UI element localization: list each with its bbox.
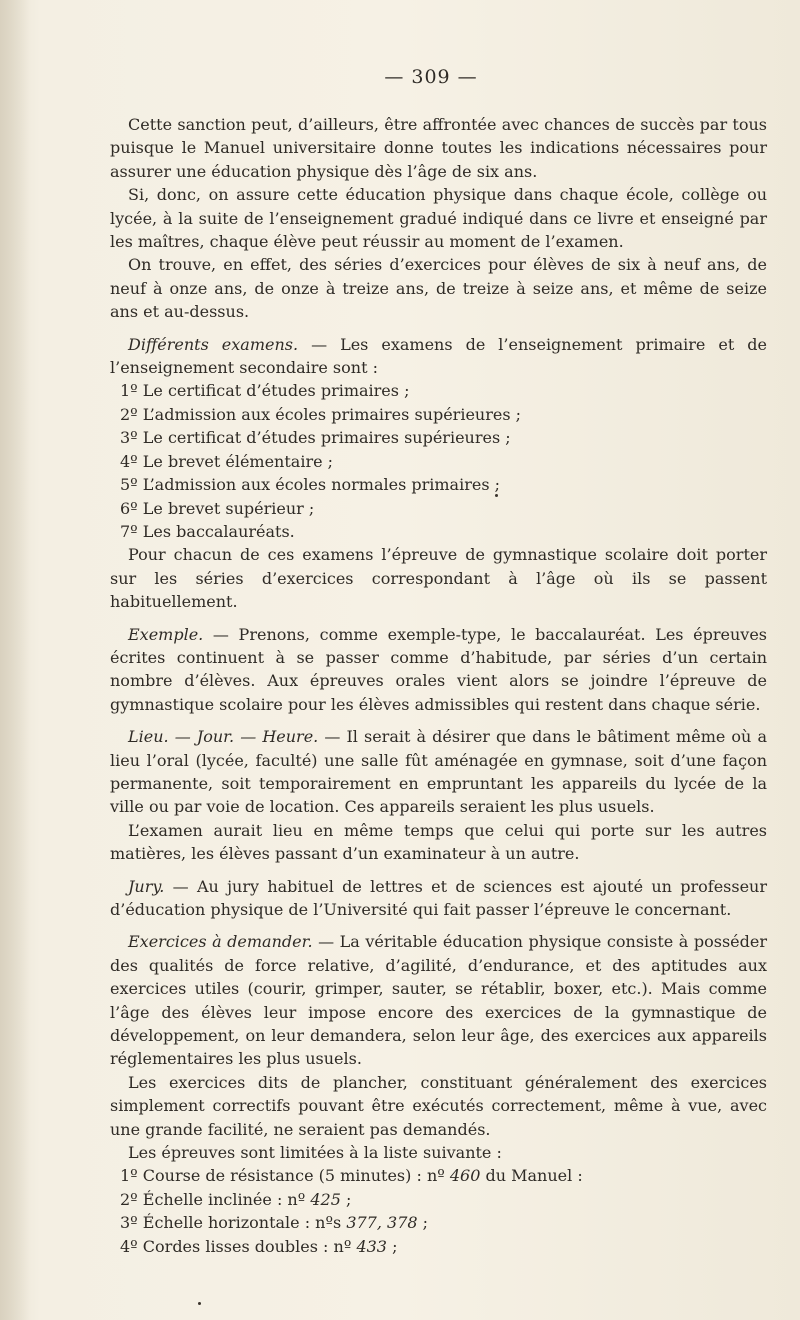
section-heading: Différents examens. [128, 334, 299, 354]
list-item: 2º L’admission aux écoles primaires supérieures ; [120, 404, 522, 424]
paragraph-exemple [110, 623, 767, 717]
list-item: 7º Les baccalauréats. [120, 521, 295, 541]
page-number: — 309 — [384, 66, 478, 88]
paragraph-text: — Il serait à désirer que dans le bâtiment même où a lieu l’oral (lycée, faculté) une salle fût aménagée en gymnase, soit d’une façon permanente, soit temporairement en empruntant les appareils du lycée de la ville ou par voie de location. Ces appareils seraient les plus usuels. [110, 727, 768, 817]
list-item-tail: du Manuel : [480, 1166, 583, 1186]
manual-reference: 425 [310, 1189, 341, 1209]
list-item: 4º Le brevet élémentaire ; [120, 451, 334, 471]
section-heading: Lieu. — Jour. — Heure. [128, 727, 319, 747]
paragraph-text: — Les examens de l’enseignement primaire et de l’enseignement secondaire sont : [110, 334, 768, 378]
list-item: 6º Le brevet supérieur ; [120, 498, 315, 518]
list-item-label: 2º Échelle inclinée : nº [120, 1189, 311, 1209]
manual-reference: 460 [449, 1166, 481, 1186]
list-item [110, 1211, 767, 1234]
paragraph: On trouve, en effet, des séries d’exercices pour élèves de six à neuf ans, de neuf à onze ans, de onze à treize ans, de treize à seize ans, et même de seize ans et au-dessus. [110, 255, 767, 322]
list-item-label: 1º Course de résistance (5 minutes) : nº [120, 1166, 450, 1186]
list-item-label: 3º Échelle horizontale : nºs [120, 1213, 347, 1233]
list-item-tail: ; [417, 1213, 429, 1233]
paragraph-jury [110, 875, 767, 922]
paragraph-lieu [110, 725, 767, 819]
list-item-tail: ; [340, 1189, 352, 1209]
binding-shadow [0, 0, 30, 1320]
paragraph-text: — Prenons, comme exemple-type, le baccalauréat. Les épreuves écrites continuent à se passer comme d’habitude, par séries d’un certain nombre d’élèves. Aux épreuves orales vient alors se joindre l’épreuve de gymnastique scolaire pour les élèves admissibles qui restent dans chaque série. [110, 624, 767, 714]
list-item-tail: ; [386, 1236, 398, 1256]
list-item-label: 4º Cordes lisses doubles : nº [120, 1236, 357, 1256]
list-item [110, 1164, 767, 1187]
paragraph: Pour chacun de ces examens l’épreuve de gymnastique scolaire doit porter sur les séries d’exercices correspondant à l’âge où ils se passent habituellement. [110, 545, 767, 612]
list-item: 3º Le certificat d’études primaires supérieures ; [120, 428, 511, 448]
manual-reference: 377, 378 [346, 1213, 418, 1233]
paragraph: Les exercices dits de plancher, constituant généralement des exercices simplement correctifs pouvant être exécutés correctement, même à vue, avec une grande facilité, ne seraient pas demandés. [110, 1072, 767, 1139]
list-item: 5º L’admission aux écoles normales primaires ; [120, 475, 501, 495]
paragraph: Cette sanction peut, d’ailleurs, être affrontée avec chances de succès par tous puisque le Manuel universitaire donne toutes les indications nécessaires pour assurer une éducation physique dès l’âge de six ans. [110, 115, 767, 181]
section-heading: Exemple. [128, 624, 204, 644]
paragraph: Les épreuves sont limitées à la liste suivante : [128, 1143, 502, 1163]
body-text [110, 113, 767, 1258]
paragraph: Si, donc, on assure cette éducation physique dans chaque école, collège ou lycée, à la suite de l’enseignement gradué indiqué dans ce livre et enseigné par les maîtres, chaque élève peut réussir au moment de l’examen. [110, 185, 767, 252]
paragraph-text: — La véritable éducation physique consiste à posséder des qualités de force relative, d’agilité, d’endurance, et des aptitudes aux exercices utiles (courir, grimper, sauter, se rétablir, boxer, etc.). Mais comme l’âge des élèves leur impose encore des exercices de la gymnastique de développement, on leur demandera, selon leur âge, des exercices aux appareils réglementaires les plus usuels. [110, 932, 767, 1069]
ink-speck [198, 1302, 201, 1305]
list-item [110, 1188, 767, 1211]
paragraph-text: — Au jury habituel de lettres et de sciences est ajouté un professeur d’éducation physique de l’Université qui fait passer l’épreuve le concernant. [110, 876, 767, 919]
section-heading: Exercices à demander. [128, 932, 313, 952]
section-heading: Jury. [128, 876, 165, 896]
paragraph: L’examen aurait lieu en même temps que celui qui porte sur les autres matières, les élèves passant d’un examinateur à un autre. [110, 820, 767, 864]
manual-reference: 433 [356, 1236, 387, 1256]
ink-speck [495, 494, 498, 497]
paragraph-differents-examens [110, 333, 767, 380]
paragraph-exercices [110, 930, 767, 1070]
list-item: 1º Le certificat d’études primaires ; [120, 381, 410, 401]
list-item [110, 1235, 767, 1258]
